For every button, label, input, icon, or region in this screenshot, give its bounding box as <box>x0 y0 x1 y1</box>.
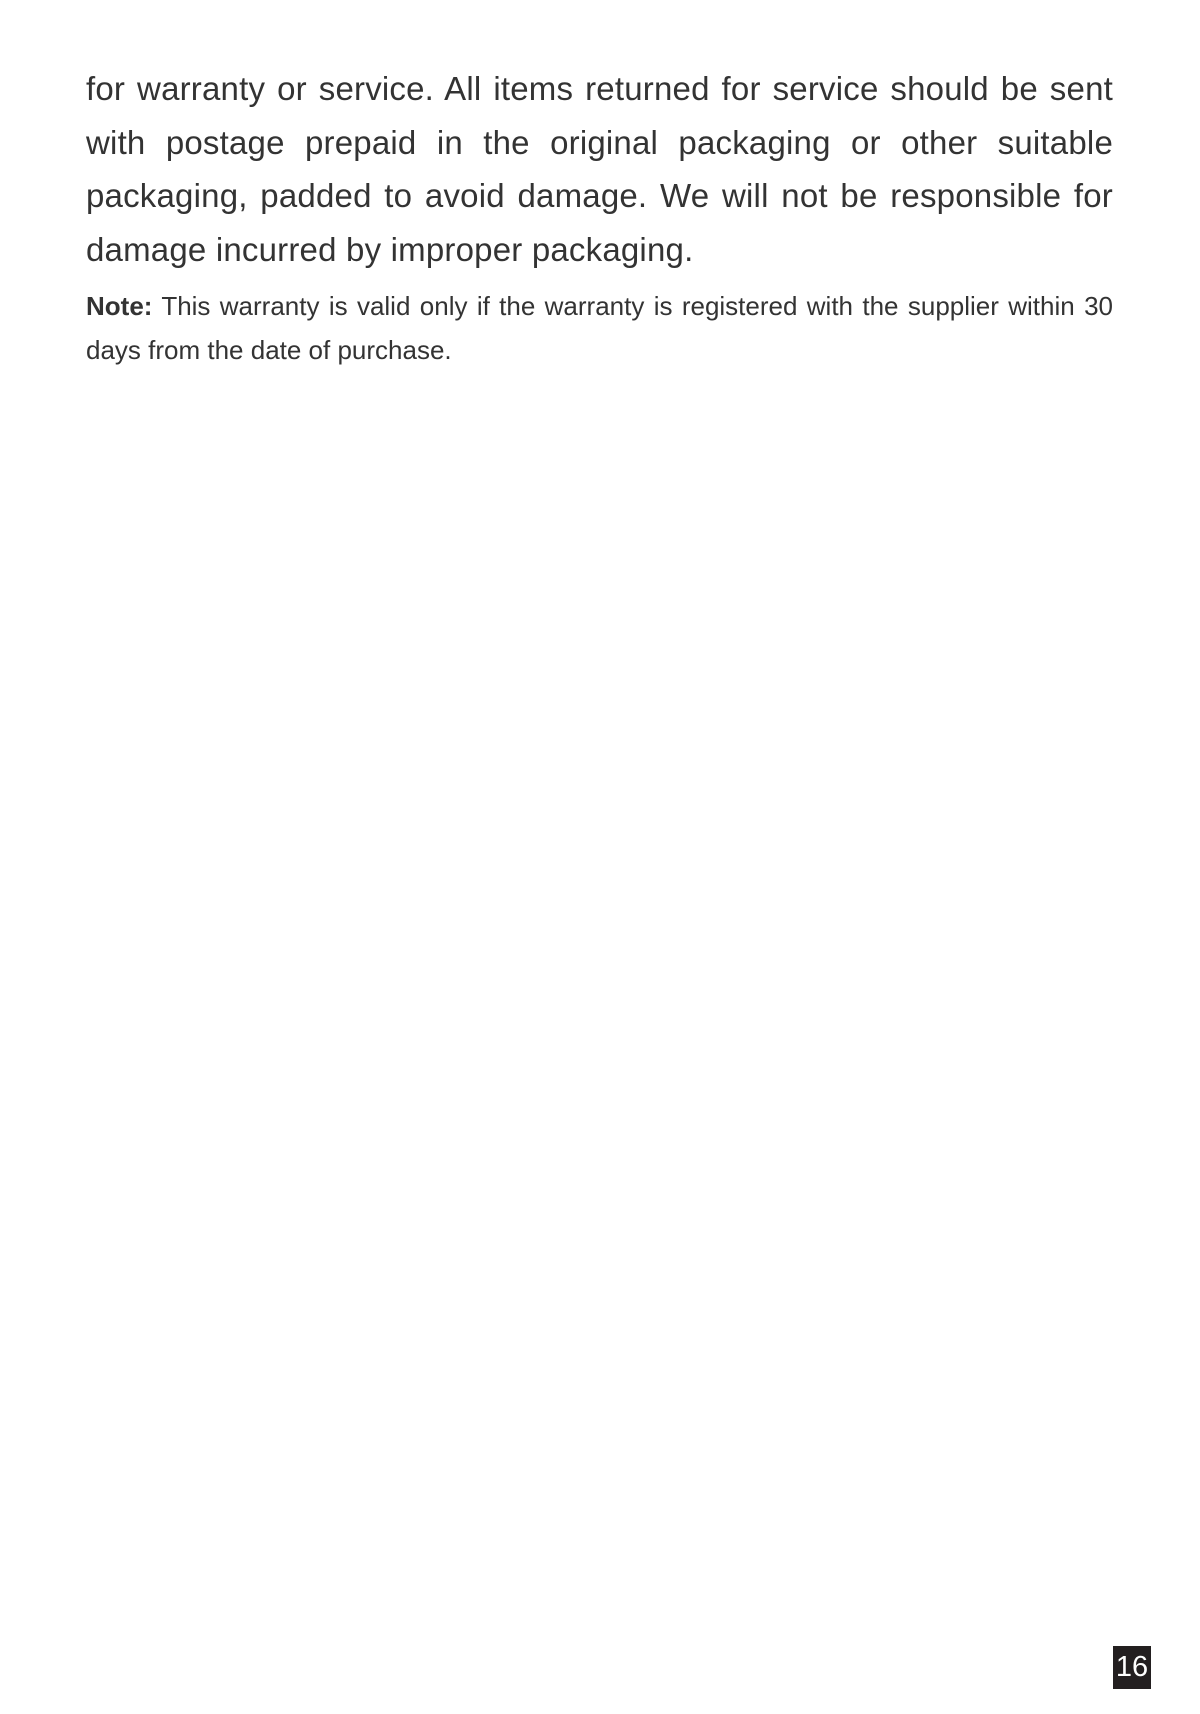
page-content <box>86 62 1113 372</box>
warranty-service-paragraph: for warranty or service. All items returned for service should be sent with postage prepaid in the original packaging or other suitable packaging, padded to avoid damage. We will not be responsible for damage incurred by improper packaging. <box>86 70 1113 268</box>
warranty-note <box>86 284 1113 372</box>
note-text: This warranty is valid only if the warranty is registered with the supplier within 30 days from the date of purchase. <box>86 291 1113 365</box>
note-label: Note: <box>86 291 153 321</box>
page-number: 16 <box>1113 1646 1151 1689</box>
